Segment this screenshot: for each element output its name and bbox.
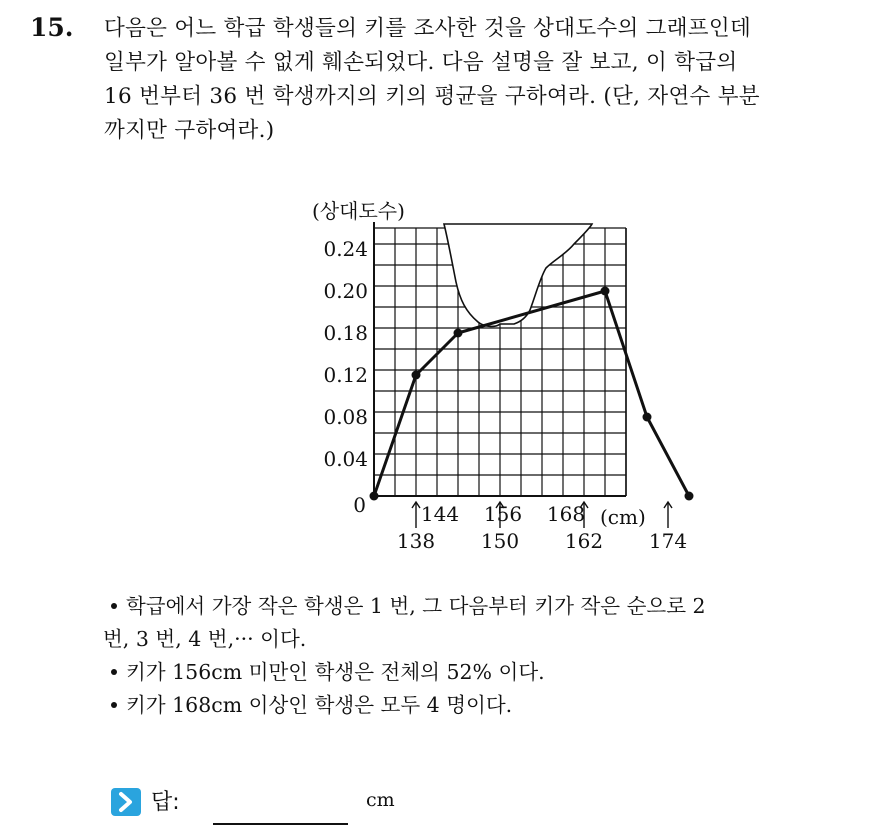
x-tick-label: 156 <box>483 502 523 526</box>
question-number: 15. <box>30 13 74 42</box>
bullet-dot <box>111 669 117 675</box>
x-tick-label: 150 <box>480 529 520 553</box>
data-point <box>643 413 652 422</box>
condition-text: 키가 168cm 이상인 학생은 모두 4 명이다. <box>126 693 513 717</box>
data-point <box>370 492 379 501</box>
damaged-region <box>444 224 592 326</box>
answer-row <box>111 785 511 825</box>
condition-text: 학급에서 가장 작은 학생은 1 번, 그 다음부터 키가 작은 순으로 2 <box>126 594 706 618</box>
y-tick-label: 0.04 <box>323 447 368 471</box>
y-axis-label: (상대도수) <box>312 199 405 223</box>
chart-marks <box>370 287 694 501</box>
y-tick-label: 0.08 <box>323 405 368 429</box>
x-tick-label: 162 <box>564 529 604 553</box>
question-line: 다음은 어느 학급 학생들의 키를 조사한 것을 상대도수의 그래프인데 <box>104 16 752 41</box>
data-point <box>412 371 421 380</box>
question-line: 일부가 알아볼 수 없게 훼손되었다. 다음 설명을 잘 보고, 이 학급의 <box>104 50 738 75</box>
y-tick-label: 0.12 <box>323 363 368 387</box>
chevron-right-icon <box>111 788 141 816</box>
y-tick-label: 0.24 <box>323 237 368 261</box>
x-tick-label: 174 <box>648 529 688 553</box>
x-tick-label: 138 <box>396 529 436 553</box>
condition-text: 번, 3 번, 4 번,··· 이다. <box>103 627 307 651</box>
bullet-dot <box>111 702 117 708</box>
data-point <box>454 329 463 338</box>
answer-label: 답: <box>151 790 180 815</box>
data-point <box>685 492 694 501</box>
condition-item-cont <box>103 623 873 656</box>
answer-input-blank[interactable] <box>213 823 348 825</box>
condition-item <box>103 689 873 722</box>
data-point <box>601 287 610 296</box>
answer-unit: cm <box>366 789 395 811</box>
question-line: 16 번부터 36 번 학생까지의 키의 평균을 구하여라. (단, 자연수 부분 <box>104 84 760 109</box>
y-tick-label: 0 <box>353 493 366 517</box>
y-tick-label: 0.20 <box>323 279 368 303</box>
x-axis-label: (cm) <box>600 505 646 529</box>
frequency-polygon-line <box>374 291 689 496</box>
x-tick-label: 144 <box>420 502 460 526</box>
condition-item <box>103 656 873 689</box>
bullet-dot <box>111 603 117 609</box>
condition-list <box>103 590 873 722</box>
condition-text: 키가 156cm 미만인 학생은 전체의 52% 이다. <box>126 660 545 684</box>
y-tick-label: 0.18 <box>323 321 368 345</box>
question-line: 까지만 구하여라.) <box>104 118 275 143</box>
condition-item <box>103 590 873 623</box>
x-tick-label: 168 <box>546 502 586 526</box>
